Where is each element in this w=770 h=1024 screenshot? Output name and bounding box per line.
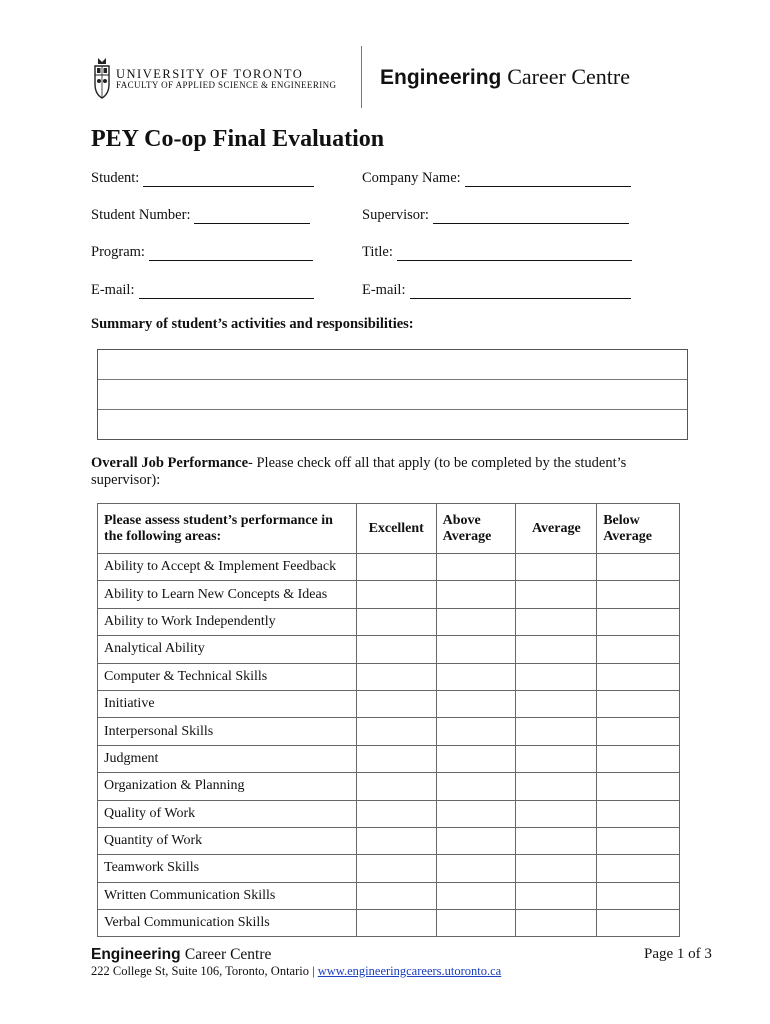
average-checkbox-cell[interactable] bbox=[516, 800, 597, 827]
table-row bbox=[98, 636, 680, 663]
skill-label: Interpersonal Skills bbox=[98, 718, 357, 745]
below-average-checkbox-cell[interactable] bbox=[597, 855, 680, 882]
average-checkbox-cell[interactable] bbox=[516, 910, 597, 937]
email-left-input-line[interactable] bbox=[139, 284, 314, 299]
career-centre-logo bbox=[380, 64, 630, 90]
student-field bbox=[91, 170, 314, 187]
average-header: Average bbox=[516, 504, 597, 554]
excellent-checkbox-cell[interactable] bbox=[356, 581, 436, 608]
above-average-checkbox-cell[interactable] bbox=[436, 882, 516, 909]
summary-line[interactable] bbox=[98, 350, 687, 380]
website-link[interactable]: www.engineeringcareers.utoronto.ca bbox=[317, 964, 502, 978]
footer-centre-bold: Engineering bbox=[91, 946, 181, 963]
table-row bbox=[98, 581, 680, 608]
footer-address bbox=[91, 964, 501, 979]
title-input-line[interactable] bbox=[397, 246, 632, 261]
below-average-checkbox-cell[interactable] bbox=[597, 663, 680, 690]
evaluation-body bbox=[98, 554, 680, 937]
skill-label: Ability to Work Independently bbox=[98, 608, 357, 635]
below-average-checkbox-cell[interactable] bbox=[597, 745, 680, 772]
evaluation-table bbox=[97, 503, 680, 937]
table-row bbox=[98, 800, 680, 827]
excellent-checkbox-cell[interactable] bbox=[356, 855, 436, 882]
table-row bbox=[98, 855, 680, 882]
average-checkbox-cell[interactable] bbox=[516, 718, 597, 745]
skill-label: Ability to Accept & Implement Feedback bbox=[98, 554, 357, 581]
below-average-checkbox-cell[interactable] bbox=[597, 608, 680, 635]
table-row bbox=[98, 773, 680, 800]
above-average-checkbox-cell[interactable] bbox=[436, 855, 516, 882]
address-text: 222 College St, Suite 106, Toronto, Ontario | bbox=[91, 964, 315, 978]
performance-heading: Overall Job Performance bbox=[91, 455, 249, 471]
above-average-checkbox-cell[interactable] bbox=[436, 718, 516, 745]
below-average-checkbox-cell[interactable] bbox=[597, 581, 680, 608]
company-name-input-line[interactable] bbox=[465, 172, 631, 187]
above-average-checkbox-cell[interactable] bbox=[436, 690, 516, 717]
title-field bbox=[362, 244, 632, 261]
email-left-label: E-mail: bbox=[91, 282, 135, 298]
average-checkbox-cell[interactable] bbox=[516, 636, 597, 663]
excellent-checkbox-cell[interactable] bbox=[356, 554, 436, 581]
company-name-field bbox=[362, 170, 631, 187]
below-average-checkbox-cell[interactable] bbox=[597, 554, 680, 581]
above-average-checkbox-cell[interactable] bbox=[436, 827, 516, 854]
below-average-checkbox-cell[interactable] bbox=[597, 882, 680, 909]
summary-line[interactable] bbox=[98, 380, 687, 410]
table-row bbox=[98, 690, 680, 717]
supervisor-label: Supervisor: bbox=[362, 207, 429, 223]
skill-label: Written Communication Skills bbox=[98, 882, 357, 909]
student-label: Student: bbox=[91, 170, 140, 186]
skill-label: Teamwork Skills bbox=[98, 855, 357, 882]
area-header: Please assess student’s performance in the following areas: bbox=[98, 504, 357, 554]
company-name-label: Company Name: bbox=[362, 170, 461, 186]
email-right-field bbox=[362, 282, 631, 299]
excellent-checkbox-cell[interactable] bbox=[356, 882, 436, 909]
title-label: Title: bbox=[362, 244, 393, 260]
skill-label: Organization & Planning bbox=[98, 773, 357, 800]
skill-label: Analytical Ability bbox=[98, 636, 357, 663]
table-row bbox=[98, 882, 680, 909]
above-average-checkbox-cell[interactable] bbox=[436, 554, 516, 581]
table-row bbox=[98, 718, 680, 745]
average-checkbox-cell[interactable] bbox=[516, 690, 597, 717]
skill-label: Computer & Technical Skills bbox=[98, 663, 357, 690]
excellent-checkbox-cell[interactable] bbox=[356, 745, 436, 772]
excellent-checkbox-cell[interactable] bbox=[356, 800, 436, 827]
skill-label: Initiative bbox=[98, 690, 357, 717]
student-number-input-line[interactable] bbox=[194, 209, 310, 224]
table-row bbox=[98, 827, 680, 854]
header-divider bbox=[361, 46, 362, 108]
below-average-checkbox-cell[interactable] bbox=[597, 690, 680, 717]
above-average-checkbox-cell[interactable] bbox=[436, 910, 516, 937]
excellent-checkbox-cell[interactable] bbox=[356, 718, 436, 745]
table-row bbox=[98, 554, 680, 581]
above-average-checkbox-cell[interactable] bbox=[436, 581, 516, 608]
summary-heading: Summary of student’s activities and responsibilities: bbox=[91, 316, 414, 332]
career-centre-rest: Career Centre bbox=[507, 64, 630, 89]
student-number-field bbox=[91, 207, 310, 224]
summary-box bbox=[97, 349, 688, 440]
performance-instructions bbox=[91, 455, 681, 489]
above-average-checkbox-cell[interactable] bbox=[436, 800, 516, 827]
below-average-checkbox-cell[interactable] bbox=[597, 910, 680, 937]
skill-label: Quality of Work bbox=[98, 800, 357, 827]
below-average-checkbox-cell[interactable] bbox=[597, 773, 680, 800]
university-crest-icon bbox=[92, 56, 112, 100]
table-row bbox=[98, 608, 680, 635]
average-checkbox-cell[interactable] bbox=[516, 773, 597, 800]
average-checkbox-cell[interactable] bbox=[516, 745, 597, 772]
below-average-checkbox-cell[interactable] bbox=[597, 800, 680, 827]
faculty-name: FACULTY OF APPLIED SCIENCE & ENGINEERING bbox=[116, 80, 337, 90]
excellent-checkbox-cell[interactable] bbox=[356, 773, 436, 800]
excellent-checkbox-cell[interactable] bbox=[356, 663, 436, 690]
program-field bbox=[91, 244, 313, 261]
average-checkbox-cell[interactable] bbox=[516, 663, 597, 690]
above-average-checkbox-cell[interactable] bbox=[436, 663, 516, 690]
career-centre-bold: Engineering bbox=[380, 66, 502, 89]
performance-instruction-text: - Please check off all that apply (to be completed by the student’s supervisor): bbox=[91, 455, 627, 488]
excellent-checkbox-cell[interactable] bbox=[356, 636, 436, 663]
skill-label: Quantity of Work bbox=[98, 827, 357, 854]
below-average-header: Below Average bbox=[597, 504, 680, 554]
skill-label: Judgment bbox=[98, 745, 357, 772]
summary-line[interactable] bbox=[98, 410, 687, 439]
supervisor-input-line[interactable] bbox=[433, 209, 629, 224]
average-checkbox-cell[interactable] bbox=[516, 882, 597, 909]
excellent-header: Excellent bbox=[356, 504, 436, 554]
excellent-checkbox-cell[interactable] bbox=[356, 690, 436, 717]
university-name: UNIVERSITY OF TORONTO bbox=[116, 67, 304, 81]
above-average-header: Above Average bbox=[436, 504, 516, 554]
student-input-line[interactable] bbox=[143, 172, 314, 187]
table-row bbox=[98, 910, 680, 937]
email-right-input-line[interactable] bbox=[410, 284, 631, 299]
evaluation-header-row bbox=[98, 504, 680, 554]
email-right-label: E-mail: bbox=[362, 282, 406, 298]
page-number: Page 1 of 3 bbox=[644, 946, 712, 962]
footer-centre-rest: Career Centre bbox=[184, 946, 272, 963]
page-title: PEY Co-op Final Evaluation bbox=[91, 126, 385, 152]
table-row bbox=[98, 663, 680, 690]
below-average-checkbox-cell[interactable] bbox=[597, 636, 680, 663]
above-average-checkbox-cell[interactable] bbox=[436, 636, 516, 663]
excellent-checkbox-cell[interactable] bbox=[356, 608, 436, 635]
above-average-checkbox-cell[interactable] bbox=[436, 608, 516, 635]
above-average-checkbox-cell[interactable] bbox=[436, 745, 516, 772]
average-checkbox-cell[interactable] bbox=[516, 827, 597, 854]
program-label: Program: bbox=[91, 244, 145, 260]
above-average-checkbox-cell[interactable] bbox=[436, 773, 516, 800]
supervisor-field bbox=[362, 207, 629, 224]
table-row bbox=[98, 745, 680, 772]
average-checkbox-cell[interactable] bbox=[516, 581, 597, 608]
average-checkbox-cell[interactable] bbox=[516, 554, 597, 581]
excellent-checkbox-cell[interactable] bbox=[356, 910, 436, 937]
excellent-checkbox-cell[interactable] bbox=[356, 827, 436, 854]
program-input-line[interactable] bbox=[149, 246, 313, 261]
footer-career-centre bbox=[91, 946, 271, 964]
below-average-checkbox-cell[interactable] bbox=[597, 718, 680, 745]
student-number-label: Student Number: bbox=[91, 207, 191, 223]
skill-label: Verbal Communication Skills bbox=[98, 910, 357, 937]
below-average-checkbox-cell[interactable] bbox=[597, 827, 680, 854]
average-checkbox-cell[interactable] bbox=[516, 608, 597, 635]
average-checkbox-cell[interactable] bbox=[516, 855, 597, 882]
skill-label: Ability to Learn New Concepts & Ideas bbox=[98, 581, 357, 608]
email-left-field bbox=[91, 282, 314, 299]
